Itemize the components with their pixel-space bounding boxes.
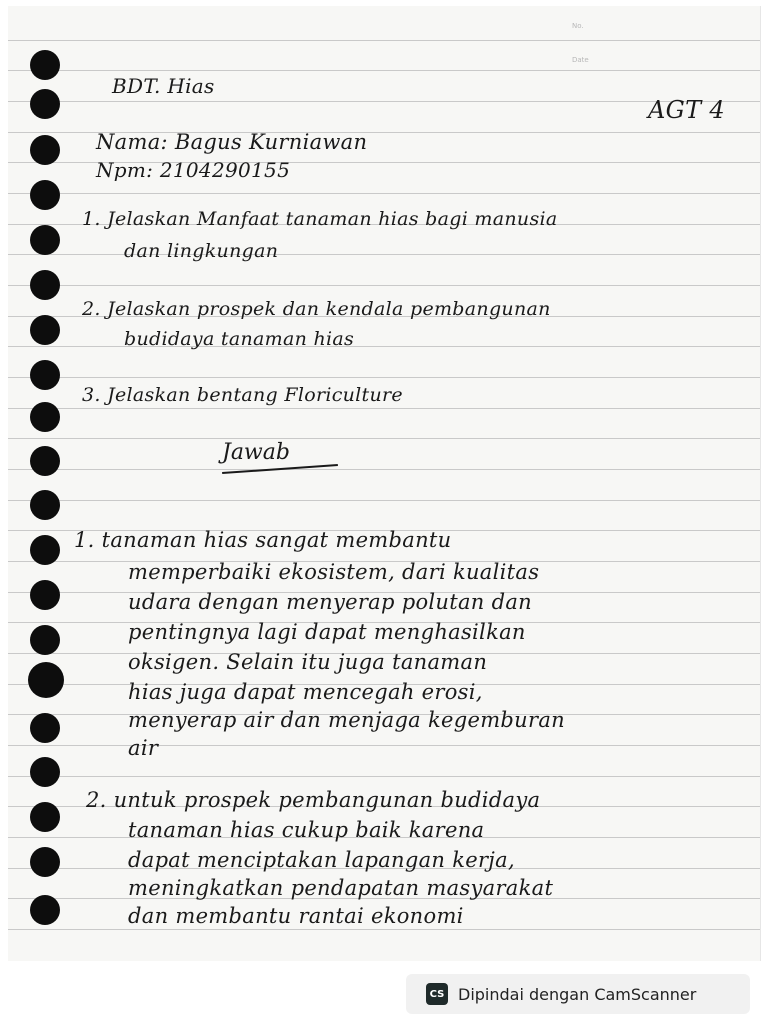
camscanner-badge xyxy=(406,974,750,1014)
answer-2-line-4: meningkatkan pendapatan masyarakat xyxy=(128,876,554,900)
date-label: Date xyxy=(572,56,589,64)
question-2-line-2: budidaya tanaman hias xyxy=(124,328,355,350)
student-npm: Npm: 2104290155 xyxy=(96,158,291,182)
answer-1-line-4: pentingnya lagi dapat menghasilkan xyxy=(128,620,526,644)
answer-1-line-3: udara dengan menyerap polutan dan xyxy=(128,590,532,614)
answer-2-line-1: 2. untuk prospek pembangunan budidaya xyxy=(86,788,541,812)
question-3: 3. Jelaskan bentang Floriculture xyxy=(82,384,403,406)
answer-1-line-5: oksigen. Selain itu juga tanaman xyxy=(128,650,488,674)
student-name: Nama: Bagus Kurniawan xyxy=(96,130,368,154)
no-label: No. xyxy=(572,22,584,30)
answer-2-line-3: dapat menciptakan lapangan kerja, xyxy=(128,848,515,872)
answer-1-line-2: memperbaiki ekosistem, dari kualitas xyxy=(128,560,540,584)
answer-1-line-8: air xyxy=(128,736,159,760)
question-1-line-1: 1. Jelaskan Manfaat tanaman hias bagi manusia xyxy=(82,208,558,230)
answer-1-line-7: menyerap air dan menjaga kegemburan xyxy=(128,708,565,732)
course-title: BDT. Hias xyxy=(112,74,215,98)
camscanner-icon: CS xyxy=(426,983,448,1005)
answer-2-line-5: dan membantu rantai ekonomi xyxy=(128,904,464,928)
answer-1-line-1: 1. tanaman hias sangat membantu xyxy=(74,528,452,552)
question-2-line-1: 2. Jelaskan prospek dan kendala pembangunan xyxy=(82,298,551,320)
answer-2-line-2: tanaman hias cukup baik karena xyxy=(128,818,485,842)
answer-heading: Jawab xyxy=(222,440,290,465)
question-1-line-2: dan lingkungan xyxy=(124,240,279,262)
answer-1-line-6: hias juga dapat mencegah erosi, xyxy=(128,680,483,704)
course-code: AGT 4 xyxy=(648,96,725,124)
camscanner-text: Dipindai dengan CamScanner xyxy=(458,984,697,1004)
